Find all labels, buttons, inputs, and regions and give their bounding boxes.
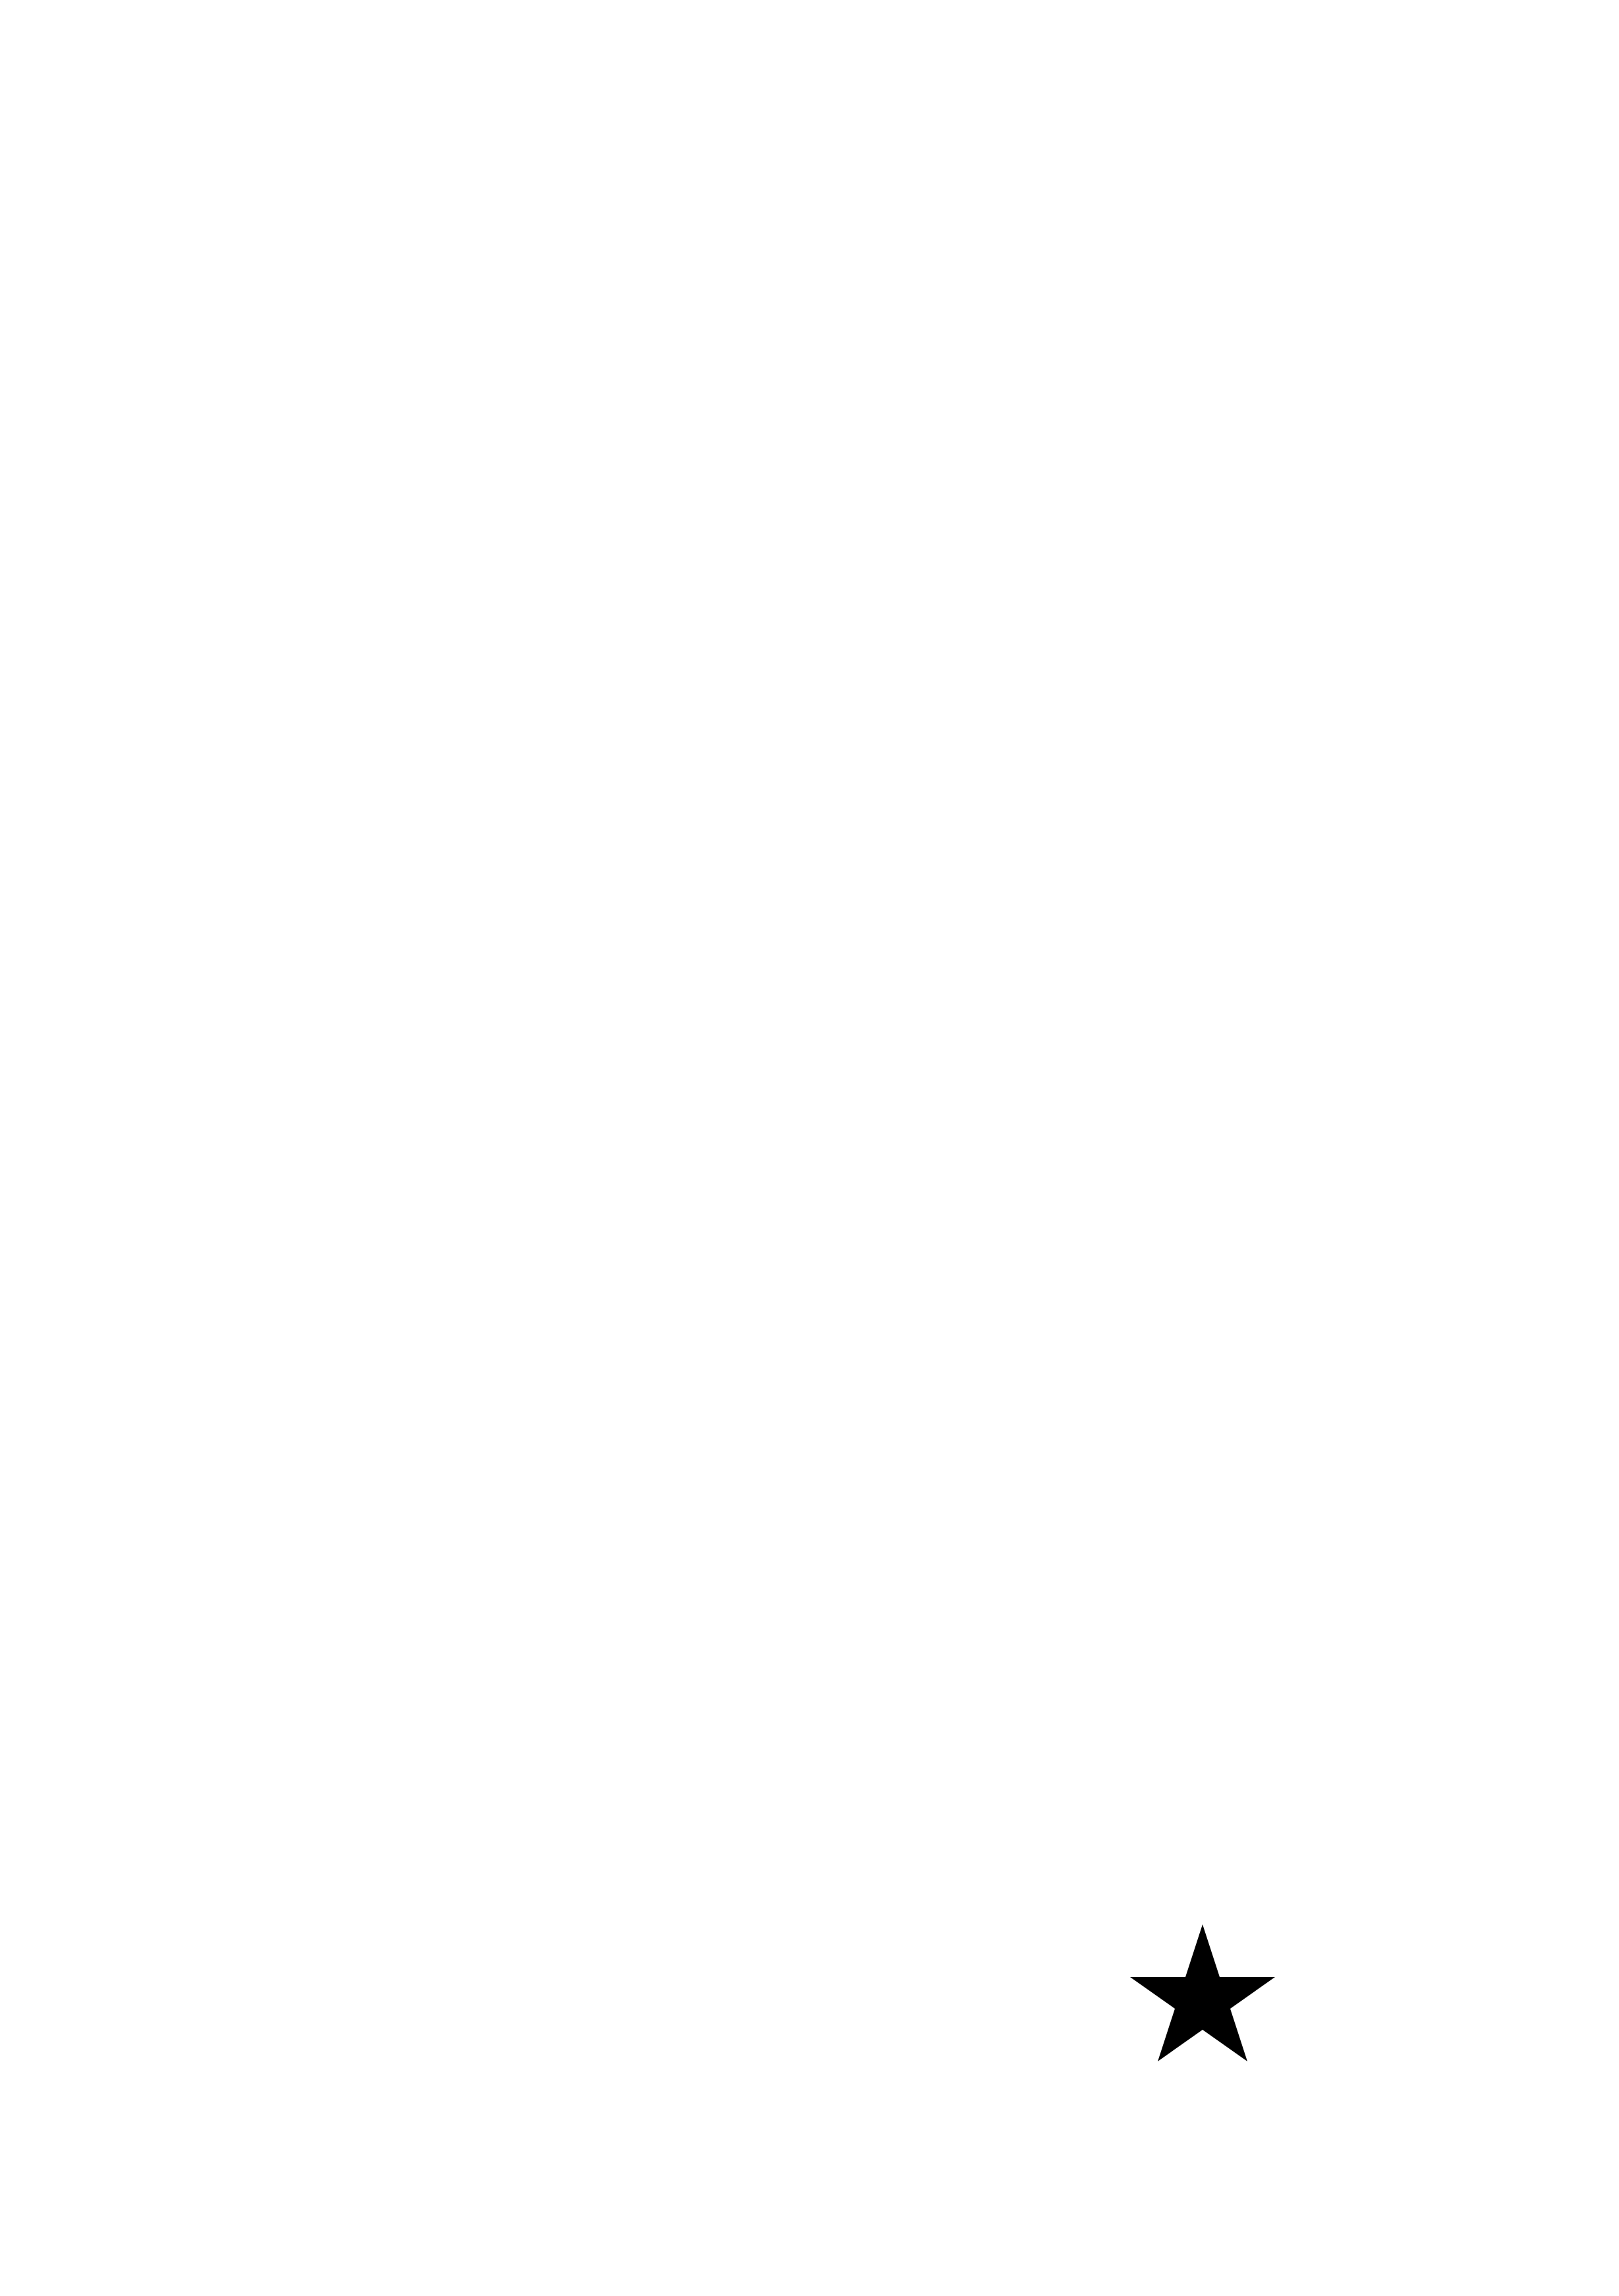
document-body [247, 415, 1394, 434]
official-seal-stamp [1018, 1825, 1387, 2195]
